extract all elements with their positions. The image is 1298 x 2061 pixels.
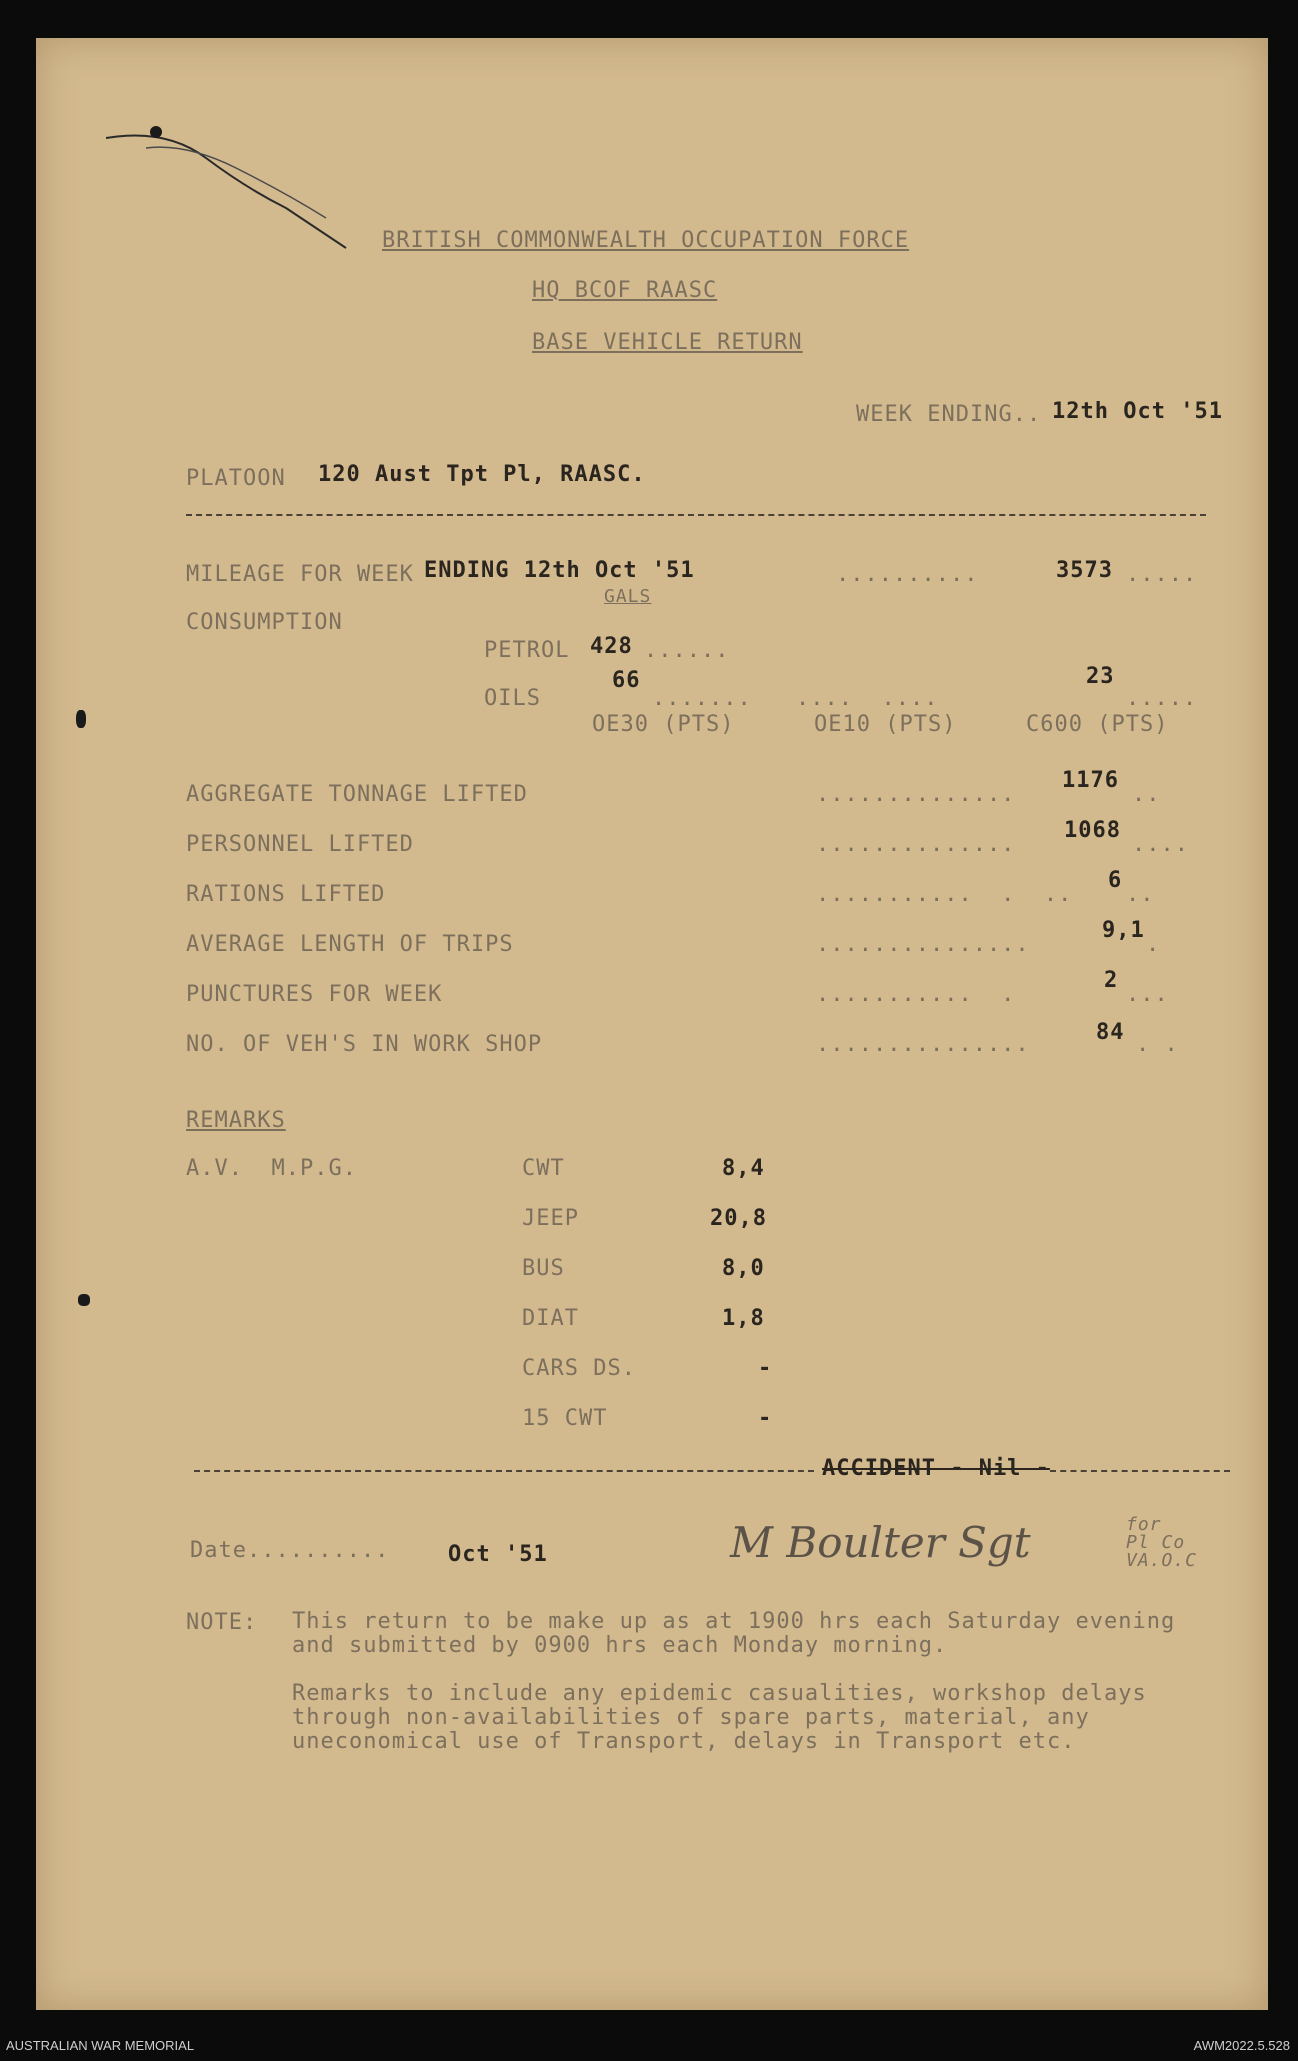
vehicle-mpg: 8,0 <box>722 1256 765 1281</box>
signature-note: for Pl Co VA.O.C <box>1126 1514 1198 1571</box>
gals-label: GALS <box>604 586 652 607</box>
oils-dots-c: ..... <box>1126 686 1198 711</box>
signature: M Boulter Sgt <box>730 1518 1031 1567</box>
petrol-dots: ...... <box>644 638 730 663</box>
platoon-value: 120 Aust Tpt Pl, RAASC. <box>318 462 646 487</box>
note-para1: This return to be make up as at 1900 hrs each Saturday evening and submitted by 0900 hrs each Monday morning. <box>292 1609 1176 1658</box>
stat-label: RATIONS LIFTED <box>186 882 386 907</box>
vehicle-mpg: - <box>758 1406 773 1431</box>
stat-value: 9,1 <box>1102 918 1145 943</box>
stat-dots: ............... <box>816 1032 1030 1057</box>
mileage-trail: ..... <box>1126 562 1198 587</box>
date-label: Date.......... <box>190 1538 390 1563</box>
petrol-value: 428 <box>590 634 633 659</box>
stat-dots: .............. <box>816 832 1016 857</box>
platoon-label: PLATOON <box>186 466 286 491</box>
stat-trail: .. <box>1132 782 1161 807</box>
vehicle-type: CARS DS. <box>522 1356 636 1381</box>
consumption-label: CONSUMPTION <box>186 610 343 635</box>
stat-value: 6 <box>1108 868 1123 893</box>
stat-value: 1068 <box>1064 818 1121 843</box>
stat-label: PUNCTURES FOR WEEK <box>186 982 443 1007</box>
mileage-handtyped: ENDING 12th Oct '51 <box>424 558 695 583</box>
footer-right: AWM2022.5.528 <box>1193 2038 1290 2053</box>
petrol-label: PETROL <box>484 638 570 663</box>
oils-dots-b: .... .... <box>796 686 939 711</box>
stat-dots: ............... <box>816 932 1030 957</box>
oils-label: OILS <box>484 686 541 711</box>
note-label: NOTE: <box>186 1610 258 1635</box>
document-page <box>36 38 1268 2010</box>
stat-value: 1176 <box>1062 768 1119 793</box>
ink-scribble <box>86 98 386 278</box>
vehicle-type: BUS <box>522 1256 565 1281</box>
oe10-label: OE10 (PTS) <box>814 712 957 737</box>
stat-value: 2 <box>1104 968 1119 993</box>
mileage-value: 3573 <box>1056 558 1113 583</box>
stat-trail: . <box>1146 932 1161 957</box>
vehicle-mpg: 20,8 <box>710 1206 767 1231</box>
accident-divider-left <box>194 1470 814 1472</box>
divider <box>186 514 1206 516</box>
stat-label: PERSONNEL LIFTED <box>186 832 414 857</box>
stat-trail: .... <box>1132 832 1189 857</box>
stat-value: 84 <box>1096 1020 1125 1045</box>
mileage-label: MILEAGE FOR WEEK <box>186 562 414 587</box>
stat-label: NO. OF VEH'S IN WORK SHOP <box>186 1032 543 1057</box>
vehicle-type: DIAT <box>522 1306 579 1331</box>
vehicle-type: JEEP <box>522 1206 579 1231</box>
vehicle-type: 15 CWT <box>522 1406 608 1431</box>
c600-label: C600 (PTS) <box>1026 712 1169 737</box>
note-para2: Remarks to include any epidemic casualities, workshop delays through non-availabilities of spare parts, material, any uneconomical use of Transport, delays in Transport etc. <box>292 1681 1147 1754</box>
header-line1: BRITISH COMMONWEALTH OCCUPATION FORCE <box>382 228 910 253</box>
stat-dots: ........... . <box>816 982 1016 1007</box>
ink-blot <box>76 710 86 728</box>
vehicle-mpg: 8,4 <box>722 1156 765 1181</box>
mileage-dots: .......... <box>836 562 979 587</box>
oe30-label: OE30 (PTS) <box>592 712 735 737</box>
accident-text: ACCIDENT - Nil - <box>822 1456 1050 1481</box>
oils-value-oe30: 66 <box>612 668 641 693</box>
vehicle-mpg: 1,8 <box>722 1306 765 1331</box>
avmpg-label: A.V. M.P.G. <box>186 1156 357 1181</box>
stat-dots: ........... . .. <box>816 882 1073 907</box>
oils-dots-a: ....... <box>652 686 752 711</box>
stat-trail: .. <box>1126 882 1155 907</box>
stat-dots: .............. <box>816 782 1016 807</box>
accident-divider-right <box>1050 1470 1230 1472</box>
stat-trail: ... <box>1126 982 1169 1007</box>
header-line2: HQ BCOF RAASC <box>532 278 718 303</box>
week-ending-label: WEEK ENDING.. <box>856 402 1042 427</box>
footer-left: AUSTRALIAN WAR MEMORIAL <box>6 2038 195 2053</box>
week-ending-value: 12th Oct '51 <box>1052 399 1223 424</box>
ink-blot <box>78 1294 90 1306</box>
stat-label: AVERAGE LENGTH OF TRIPS <box>186 932 514 957</box>
stat-label: AGGREGATE TONNAGE LIFTED <box>186 782 528 807</box>
oils-value-c600: 23 <box>1086 664 1115 689</box>
date-value: Oct '51 <box>448 1542 548 1567</box>
stat-trail: . . <box>1136 1032 1179 1057</box>
vehicle-mpg: - <box>758 1356 773 1381</box>
vehicle-type: CWT <box>522 1156 565 1181</box>
header-line3: BASE VEHICLE RETURN <box>532 330 803 355</box>
remarks-title: REMARKS <box>186 1108 286 1133</box>
